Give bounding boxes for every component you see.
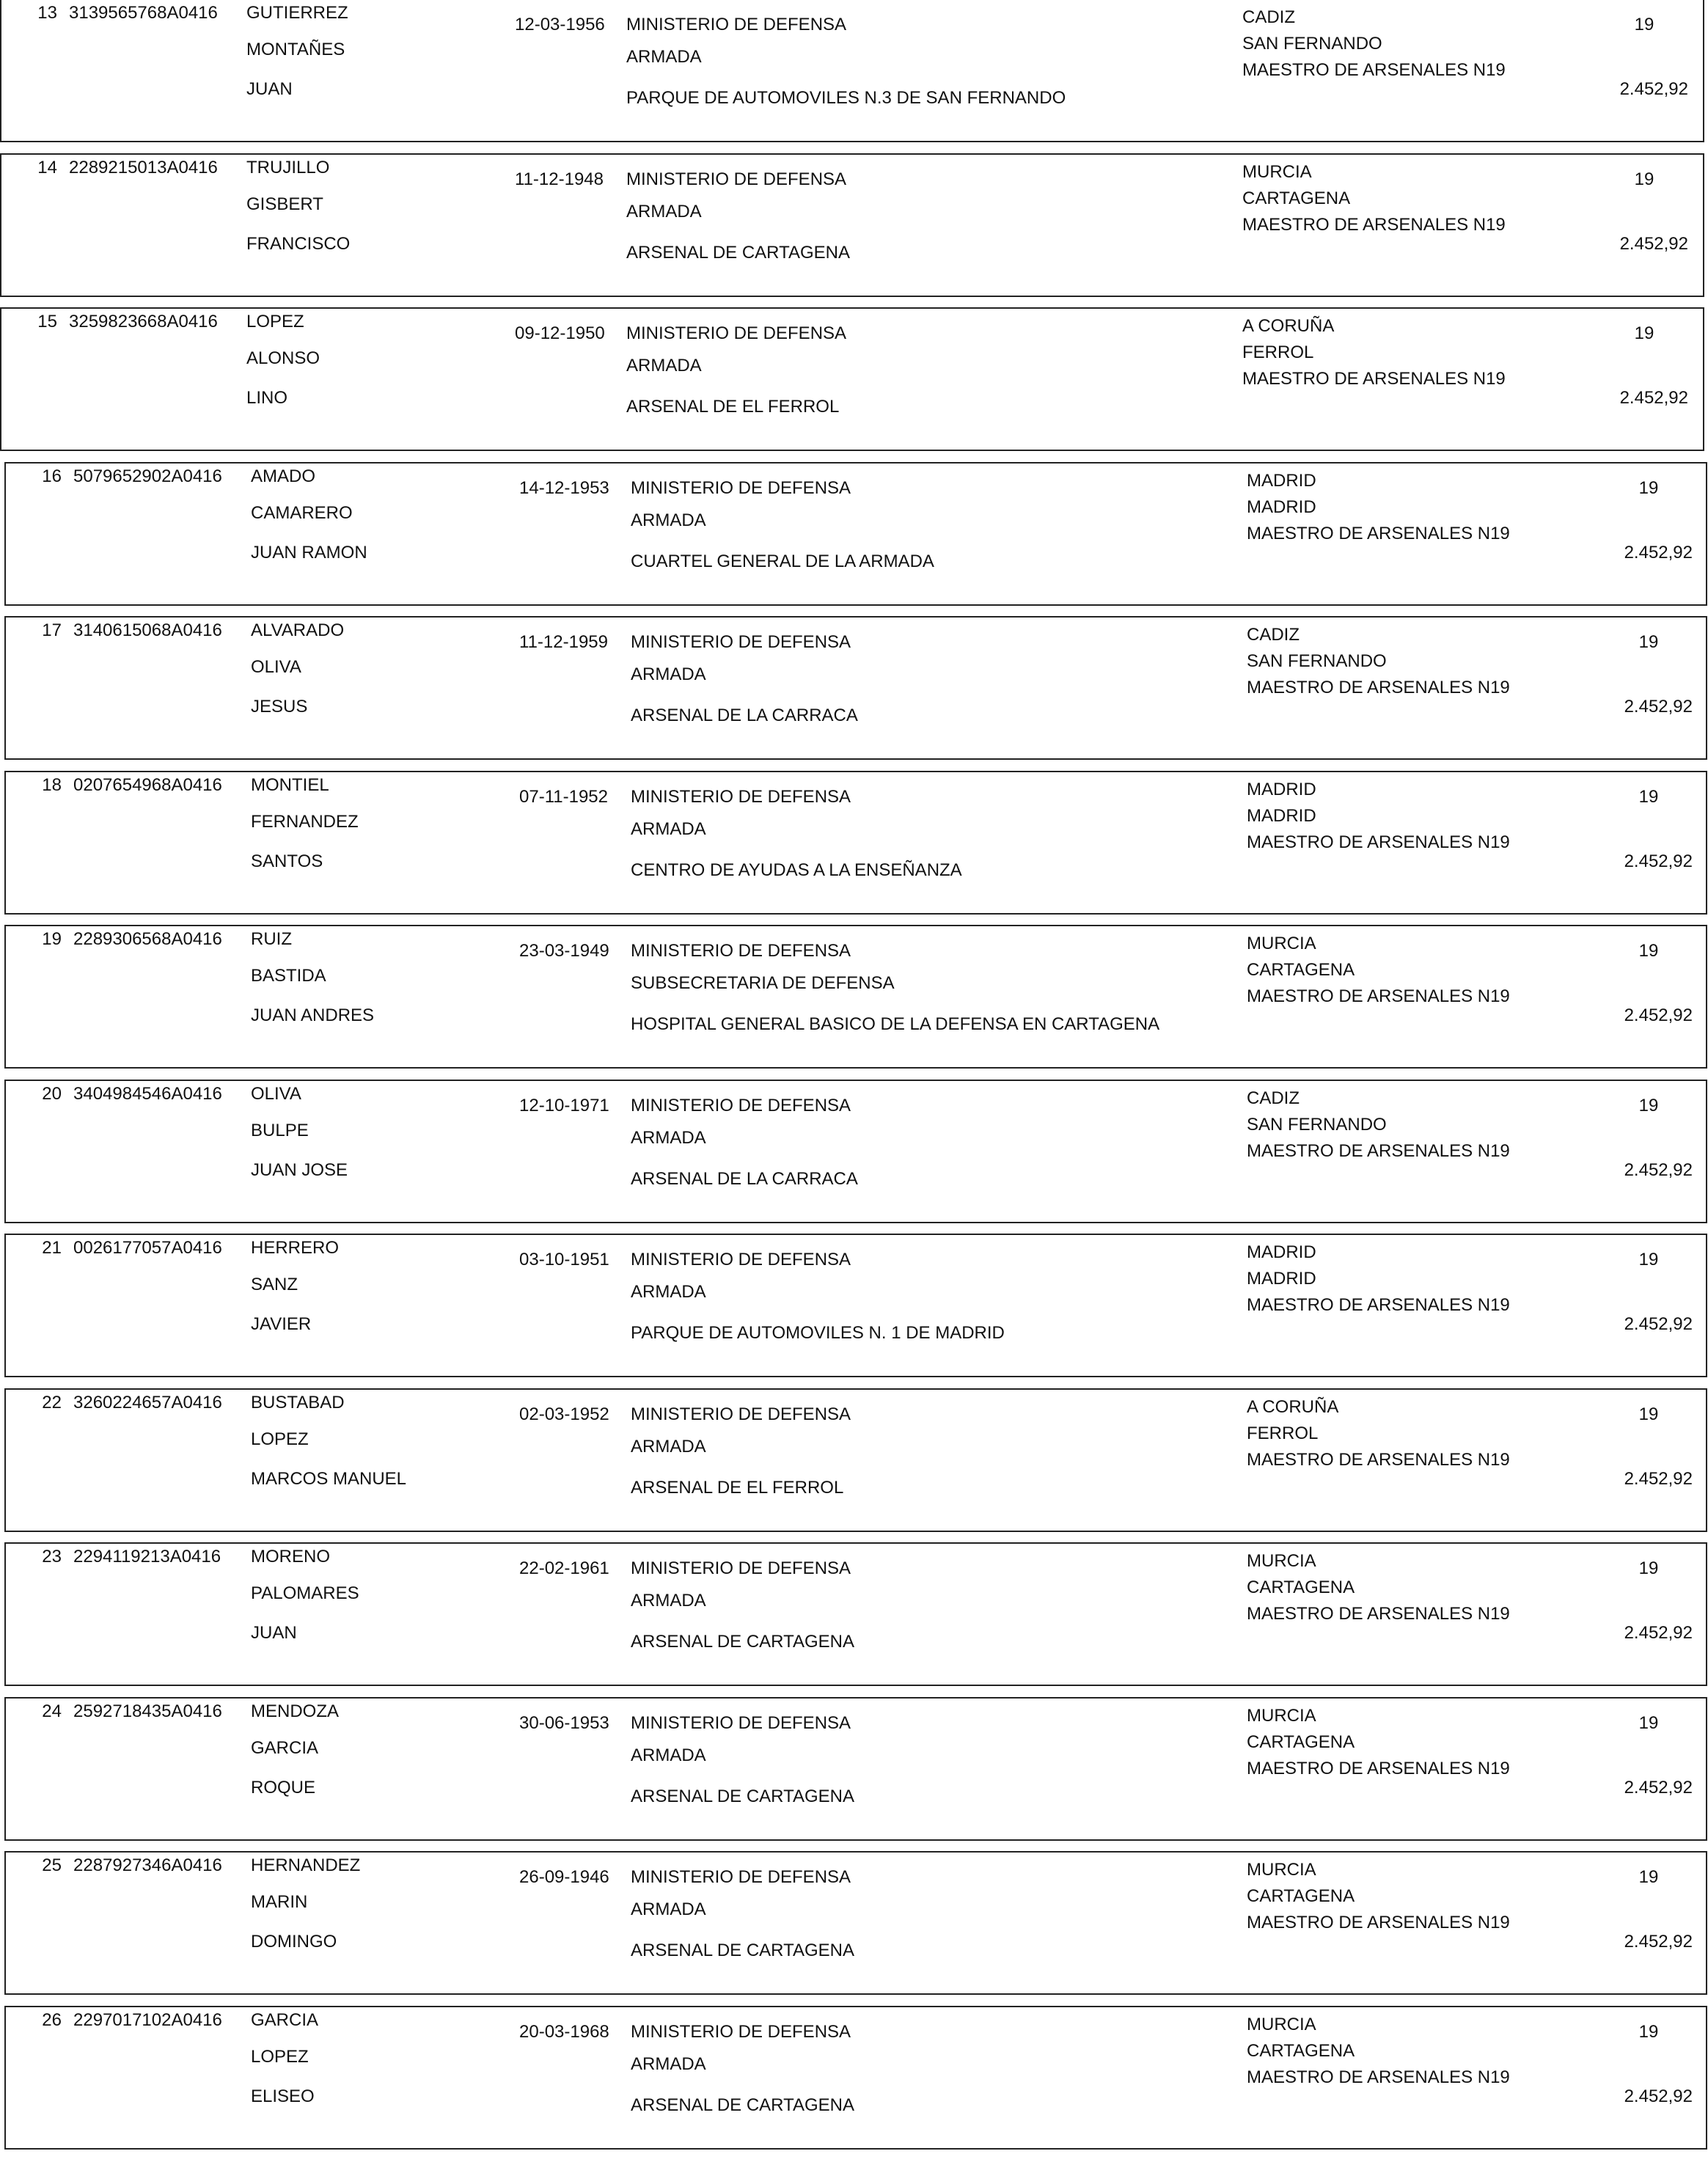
city: SAN FERNANDO <box>1247 651 1387 671</box>
birth-date: 11-12-1959 <box>519 632 608 652</box>
record-block <box>0 0 1704 142</box>
first-surname: GARCIA <box>251 2010 319 2030</box>
birth-date: 07-11-1952 <box>519 787 608 807</box>
ministry: MINISTERIO DE DEFENSA <box>626 15 847 34</box>
level: 19 <box>1638 787 1659 807</box>
record-number: 23 <box>42 1547 62 1566</box>
city: CARTAGENA <box>1247 1577 1355 1597</box>
city: CARTAGENA <box>1247 1886 1355 1906</box>
record-id: 2297017102A0416 <box>73 2010 222 2030</box>
unit-name: ARSENAL DE LA CARRACA <box>631 706 858 725</box>
province: MURCIA <box>1247 1860 1316 1880</box>
record-number: 15 <box>37 312 57 331</box>
city: FERROL <box>1247 1423 1319 1443</box>
record-block <box>4 1697 1707 1841</box>
amount: 2.452,92 <box>1624 543 1693 563</box>
record-id: 0026177057A0416 <box>73 1238 222 1258</box>
record-number: 26 <box>42 2010 62 2030</box>
level: 19 <box>1638 1250 1659 1269</box>
level: 19 <box>1638 941 1659 961</box>
birth-date: 23-03-1949 <box>519 941 609 961</box>
second-surname: PALOMARES <box>251 1583 359 1603</box>
amount: 2.452,92 <box>1624 1623 1693 1643</box>
record-block <box>4 2006 1707 2150</box>
department: ARMADA <box>631 1745 706 1765</box>
birth-date: 14-12-1953 <box>519 478 609 498</box>
level: 19 <box>1638 1404 1659 1424</box>
amount: 2.452,92 <box>1624 697 1693 717</box>
post-title: MAESTRO DE ARSENALES N19 <box>1247 1450 1510 1470</box>
first-surname: AMADO <box>251 466 316 486</box>
second-surname: FERNANDEZ <box>251 812 359 832</box>
department: ARMADA <box>631 2054 706 2074</box>
birth-date: 20-03-1968 <box>519 2022 609 2042</box>
amount: 2.452,92 <box>1624 1005 1693 1025</box>
birth-date: 09-12-1950 <box>515 323 605 343</box>
unit-name: ARSENAL DE CARTAGENA <box>631 1941 854 1960</box>
second-surname: CAMARERO <box>251 503 353 523</box>
province: MURCIA <box>1247 1706 1316 1726</box>
ministry: MINISTERIO DE DEFENSA <box>631 1250 851 1269</box>
post-title: MAESTRO DE ARSENALES N19 <box>1247 1759 1510 1778</box>
post-title: MAESTRO DE ARSENALES N19 <box>1247 1141 1510 1161</box>
department: ARMADA <box>631 1282 706 1302</box>
province: MURCIA <box>1247 1551 1316 1571</box>
birth-date: 12-03-1956 <box>515 15 605 34</box>
record-id: 3139565768A0416 <box>69 3 218 23</box>
amount: 2.452,92 <box>1624 1160 1693 1180</box>
given-name: JUAN ANDRES <box>251 1005 375 1025</box>
ministry: MINISTERIO DE DEFENSA <box>631 478 851 498</box>
record-number: 17 <box>42 620 62 640</box>
level: 19 <box>1638 1713 1659 1733</box>
record-number: 19 <box>42 929 62 949</box>
level: 19 <box>1634 169 1654 189</box>
city: CARTAGENA <box>1247 960 1355 980</box>
ministry: MINISTERIO DE DEFENSA <box>631 787 851 807</box>
amount: 2.452,92 <box>1624 1778 1693 1798</box>
unit-name: PARQUE DE AUTOMOVILES N. 1 DE MADRID <box>631 1323 1005 1343</box>
unit-name: ARSENAL DE EL FERROL <box>626 397 840 417</box>
given-name: JAVIER <box>251 1314 312 1334</box>
amount: 2.452,92 <box>1624 2086 1693 2106</box>
post-title: MAESTRO DE ARSENALES N19 <box>1247 2067 1510 2087</box>
province: CADIZ <box>1247 625 1300 645</box>
post-title: MAESTRO DE ARSENALES N19 <box>1247 832 1510 852</box>
second-surname: ALONSO <box>246 348 320 368</box>
record-id: 2289215013A0416 <box>69 158 218 177</box>
post-title: MAESTRO DE ARSENALES N19 <box>1247 678 1510 697</box>
city: CARTAGENA <box>1247 1732 1355 1752</box>
level: 19 <box>1634 323 1654 343</box>
level: 19 <box>1638 632 1659 652</box>
record-number: 22 <box>42 1393 62 1412</box>
record-id: 2592718435A0416 <box>73 1701 222 1721</box>
province: A CORUÑA <box>1247 1397 1339 1417</box>
given-name: JUAN <box>246 79 293 99</box>
record-block <box>0 153 1704 297</box>
unit-name: ARSENAL DE CARTAGENA <box>631 2095 854 2115</box>
given-name: JUAN JOSE <box>251 1160 348 1180</box>
first-surname: MORENO <box>251 1547 330 1566</box>
record-block <box>4 1542 1707 1686</box>
record-block <box>4 462 1707 606</box>
birth-date: 22-02-1961 <box>519 1558 609 1578</box>
record-block <box>4 771 1707 915</box>
city: FERROL <box>1242 342 1314 362</box>
record-number: 25 <box>42 1855 62 1875</box>
unit-name: ARSENAL DE CARTAGENA <box>631 1632 854 1652</box>
record-number: 18 <box>42 775 62 795</box>
first-surname: MENDOZA <box>251 1701 339 1721</box>
unit-name: HOSPITAL GENERAL BASICO DE LA DEFENSA EN CARTAGENA <box>631 1014 1160 1034</box>
given-name: ELISEO <box>251 2086 315 2106</box>
record-id: 0207654968A0416 <box>73 775 222 795</box>
first-surname: MONTIEL <box>251 775 329 795</box>
second-surname: OLIVA <box>251 657 301 677</box>
amount: 2.452,92 <box>1624 1469 1693 1489</box>
province: MADRID <box>1247 471 1316 491</box>
second-surname: BASTIDA <box>251 966 326 986</box>
first-surname: HERRERO <box>251 1238 340 1258</box>
city: SAN FERNANDO <box>1247 1115 1387 1135</box>
given-name: MARCOS MANUEL <box>251 1469 407 1489</box>
post-title: MAESTRO DE ARSENALES N19 <box>1247 1604 1510 1624</box>
department: ARMADA <box>626 202 702 221</box>
given-name: FRANCISCO <box>246 234 351 254</box>
record-block <box>4 925 1707 1069</box>
first-surname: RUIZ <box>251 929 292 949</box>
department: ARMADA <box>631 1899 706 1919</box>
record-number: 13 <box>37 3 57 23</box>
department: ARMADA <box>631 1437 706 1456</box>
record-block <box>4 1388 1707 1532</box>
ministry: MINISTERIO DE DEFENSA <box>631 1713 851 1733</box>
unit-name: CENTRO DE AYUDAS A LA ENSEÑANZA <box>631 860 962 880</box>
first-surname: ALVARADO <box>251 620 345 640</box>
given-name: JESUS <box>251 697 308 717</box>
given-name: ROQUE <box>251 1778 316 1798</box>
record-block <box>4 1080 1707 1223</box>
department: ARMADA <box>631 819 706 839</box>
second-surname: SANZ <box>251 1275 298 1294</box>
given-name: DOMINGO <box>251 1932 337 1952</box>
level: 19 <box>1634 15 1654 34</box>
province: MURCIA <box>1247 2015 1316 2034</box>
record-id: 5079652902A0416 <box>73 466 222 486</box>
given-name: SANTOS <box>251 851 323 871</box>
record-number: 16 <box>42 466 62 486</box>
city: SAN FERNANDO <box>1242 34 1382 54</box>
first-surname: TRUJILLO <box>246 158 330 177</box>
amount: 2.452,92 <box>1619 234 1688 254</box>
city: MADRID <box>1247 1269 1316 1289</box>
birth-date: 26-09-1946 <box>519 1867 609 1887</box>
given-name: JUAN RAMON <box>251 543 367 563</box>
record-id: 2287927346A0416 <box>73 1855 222 1875</box>
department: ARMADA <box>631 1591 706 1610</box>
second-surname: MARIN <box>251 1892 308 1912</box>
post-title: MAESTRO DE ARSENALES N19 <box>1242 215 1506 235</box>
record-block <box>4 1851 1707 1995</box>
record-id: 3259823668A0416 <box>69 312 218 331</box>
amount: 2.452,92 <box>1624 1932 1693 1952</box>
second-surname: LOPEZ <box>251 2047 309 2067</box>
ministry: MINISTERIO DE DEFENSA <box>631 2022 851 2042</box>
birth-date: 11-12-1948 <box>515 169 604 189</box>
amount: 2.452,92 <box>1619 79 1688 99</box>
record-number: 14 <box>37 158 57 177</box>
city: MADRID <box>1247 806 1316 826</box>
first-surname: OLIVA <box>251 1084 301 1104</box>
department: SUBSECRETARIA DE DEFENSA <box>631 973 895 993</box>
ministry: MINISTERIO DE DEFENSA <box>631 1867 851 1887</box>
birth-date: 02-03-1952 <box>519 1404 609 1424</box>
record-id: 3260224657A0416 <box>73 1393 222 1412</box>
level: 19 <box>1638 1096 1659 1115</box>
post-title: MAESTRO DE ARSENALES N19 <box>1242 60 1506 80</box>
post-title: MAESTRO DE ARSENALES N19 <box>1247 986 1510 1006</box>
province: MADRID <box>1247 1242 1316 1262</box>
department: ARMADA <box>626 47 702 67</box>
city: CARTAGENA <box>1242 188 1351 208</box>
second-surname: MONTAÑES <box>246 40 345 59</box>
ministry: MINISTERIO DE DEFENSA <box>626 169 847 189</box>
birth-date: 03-10-1951 <box>519 1250 609 1269</box>
province: MURCIA <box>1242 162 1312 182</box>
given-name: JUAN <box>251 1623 297 1643</box>
record-number: 20 <box>42 1084 62 1104</box>
department: ARMADA <box>631 664 706 684</box>
second-surname: BULPE <box>251 1121 309 1140</box>
ministry: MINISTERIO DE DEFENSA <box>631 1558 851 1578</box>
ministry: MINISTERIO DE DEFENSA <box>631 632 851 652</box>
unit-name: ARSENAL DE EL FERROL <box>631 1478 844 1498</box>
record-block <box>0 307 1704 451</box>
record-number: 21 <box>42 1238 62 1258</box>
record-number: 24 <box>42 1701 62 1721</box>
department: ARMADA <box>631 1128 706 1148</box>
province: CADIZ <box>1247 1088 1300 1108</box>
second-surname: GISBERT <box>246 194 323 214</box>
post-title: MAESTRO DE ARSENALES N19 <box>1247 524 1510 543</box>
first-surname: GUTIERREZ <box>246 3 348 23</box>
birth-date: 12-10-1971 <box>519 1096 609 1115</box>
amount: 2.452,92 <box>1619 388 1688 408</box>
record-block <box>4 616 1707 760</box>
amount: 2.452,92 <box>1624 1314 1693 1334</box>
province: CADIZ <box>1242 7 1295 27</box>
second-surname: GARCIA <box>251 1738 319 1758</box>
given-name: LINO <box>246 388 288 408</box>
first-surname: LOPEZ <box>246 312 304 331</box>
unit-name: CUARTEL GENERAL DE LA ARMADA <box>631 552 934 571</box>
unit-name: ARSENAL DE LA CARRACA <box>631 1169 858 1189</box>
ministry: MINISTERIO DE DEFENSA <box>631 1404 851 1424</box>
unit-name: ARSENAL DE CARTAGENA <box>631 1787 854 1806</box>
ministry: MINISTERIO DE DEFENSA <box>626 323 847 343</box>
level: 19 <box>1638 478 1659 498</box>
record-id: 3140615068A0416 <box>73 620 222 640</box>
city: CARTAGENA <box>1247 2041 1355 2061</box>
first-surname: HERNANDEZ <box>251 1855 361 1875</box>
first-surname: BUSTABAD <box>251 1393 345 1412</box>
province: MADRID <box>1247 780 1316 799</box>
birth-date: 30-06-1953 <box>519 1713 609 1733</box>
department: ARMADA <box>626 356 702 375</box>
level: 19 <box>1638 1867 1659 1887</box>
record-id: 2294119213A0416 <box>73 1547 221 1566</box>
post-title: MAESTRO DE ARSENALES N19 <box>1242 369 1506 389</box>
unit-name: PARQUE DE AUTOMOVILES N.3 DE SAN FERNANDO <box>626 88 1066 108</box>
ministry: MINISTERIO DE DEFENSA <box>631 1096 851 1115</box>
second-surname: LOPEZ <box>251 1429 309 1449</box>
record-id: 3404984546A0416 <box>73 1084 222 1104</box>
amount: 2.452,92 <box>1624 851 1693 871</box>
level: 19 <box>1638 2022 1659 2042</box>
record-block <box>4 1234 1707 1377</box>
department: ARMADA <box>631 510 706 530</box>
ministry: MINISTERIO DE DEFENSA <box>631 941 851 961</box>
city: MADRID <box>1247 497 1316 517</box>
record-id: 2289306568A0416 <box>73 929 222 949</box>
post-title: MAESTRO DE ARSENALES N19 <box>1247 1913 1510 1932</box>
province: A CORUÑA <box>1242 316 1335 336</box>
province: MURCIA <box>1247 934 1316 953</box>
level: 19 <box>1638 1558 1659 1578</box>
unit-name: ARSENAL DE CARTAGENA <box>626 243 850 263</box>
post-title: MAESTRO DE ARSENALES N19 <box>1247 1295 1510 1315</box>
